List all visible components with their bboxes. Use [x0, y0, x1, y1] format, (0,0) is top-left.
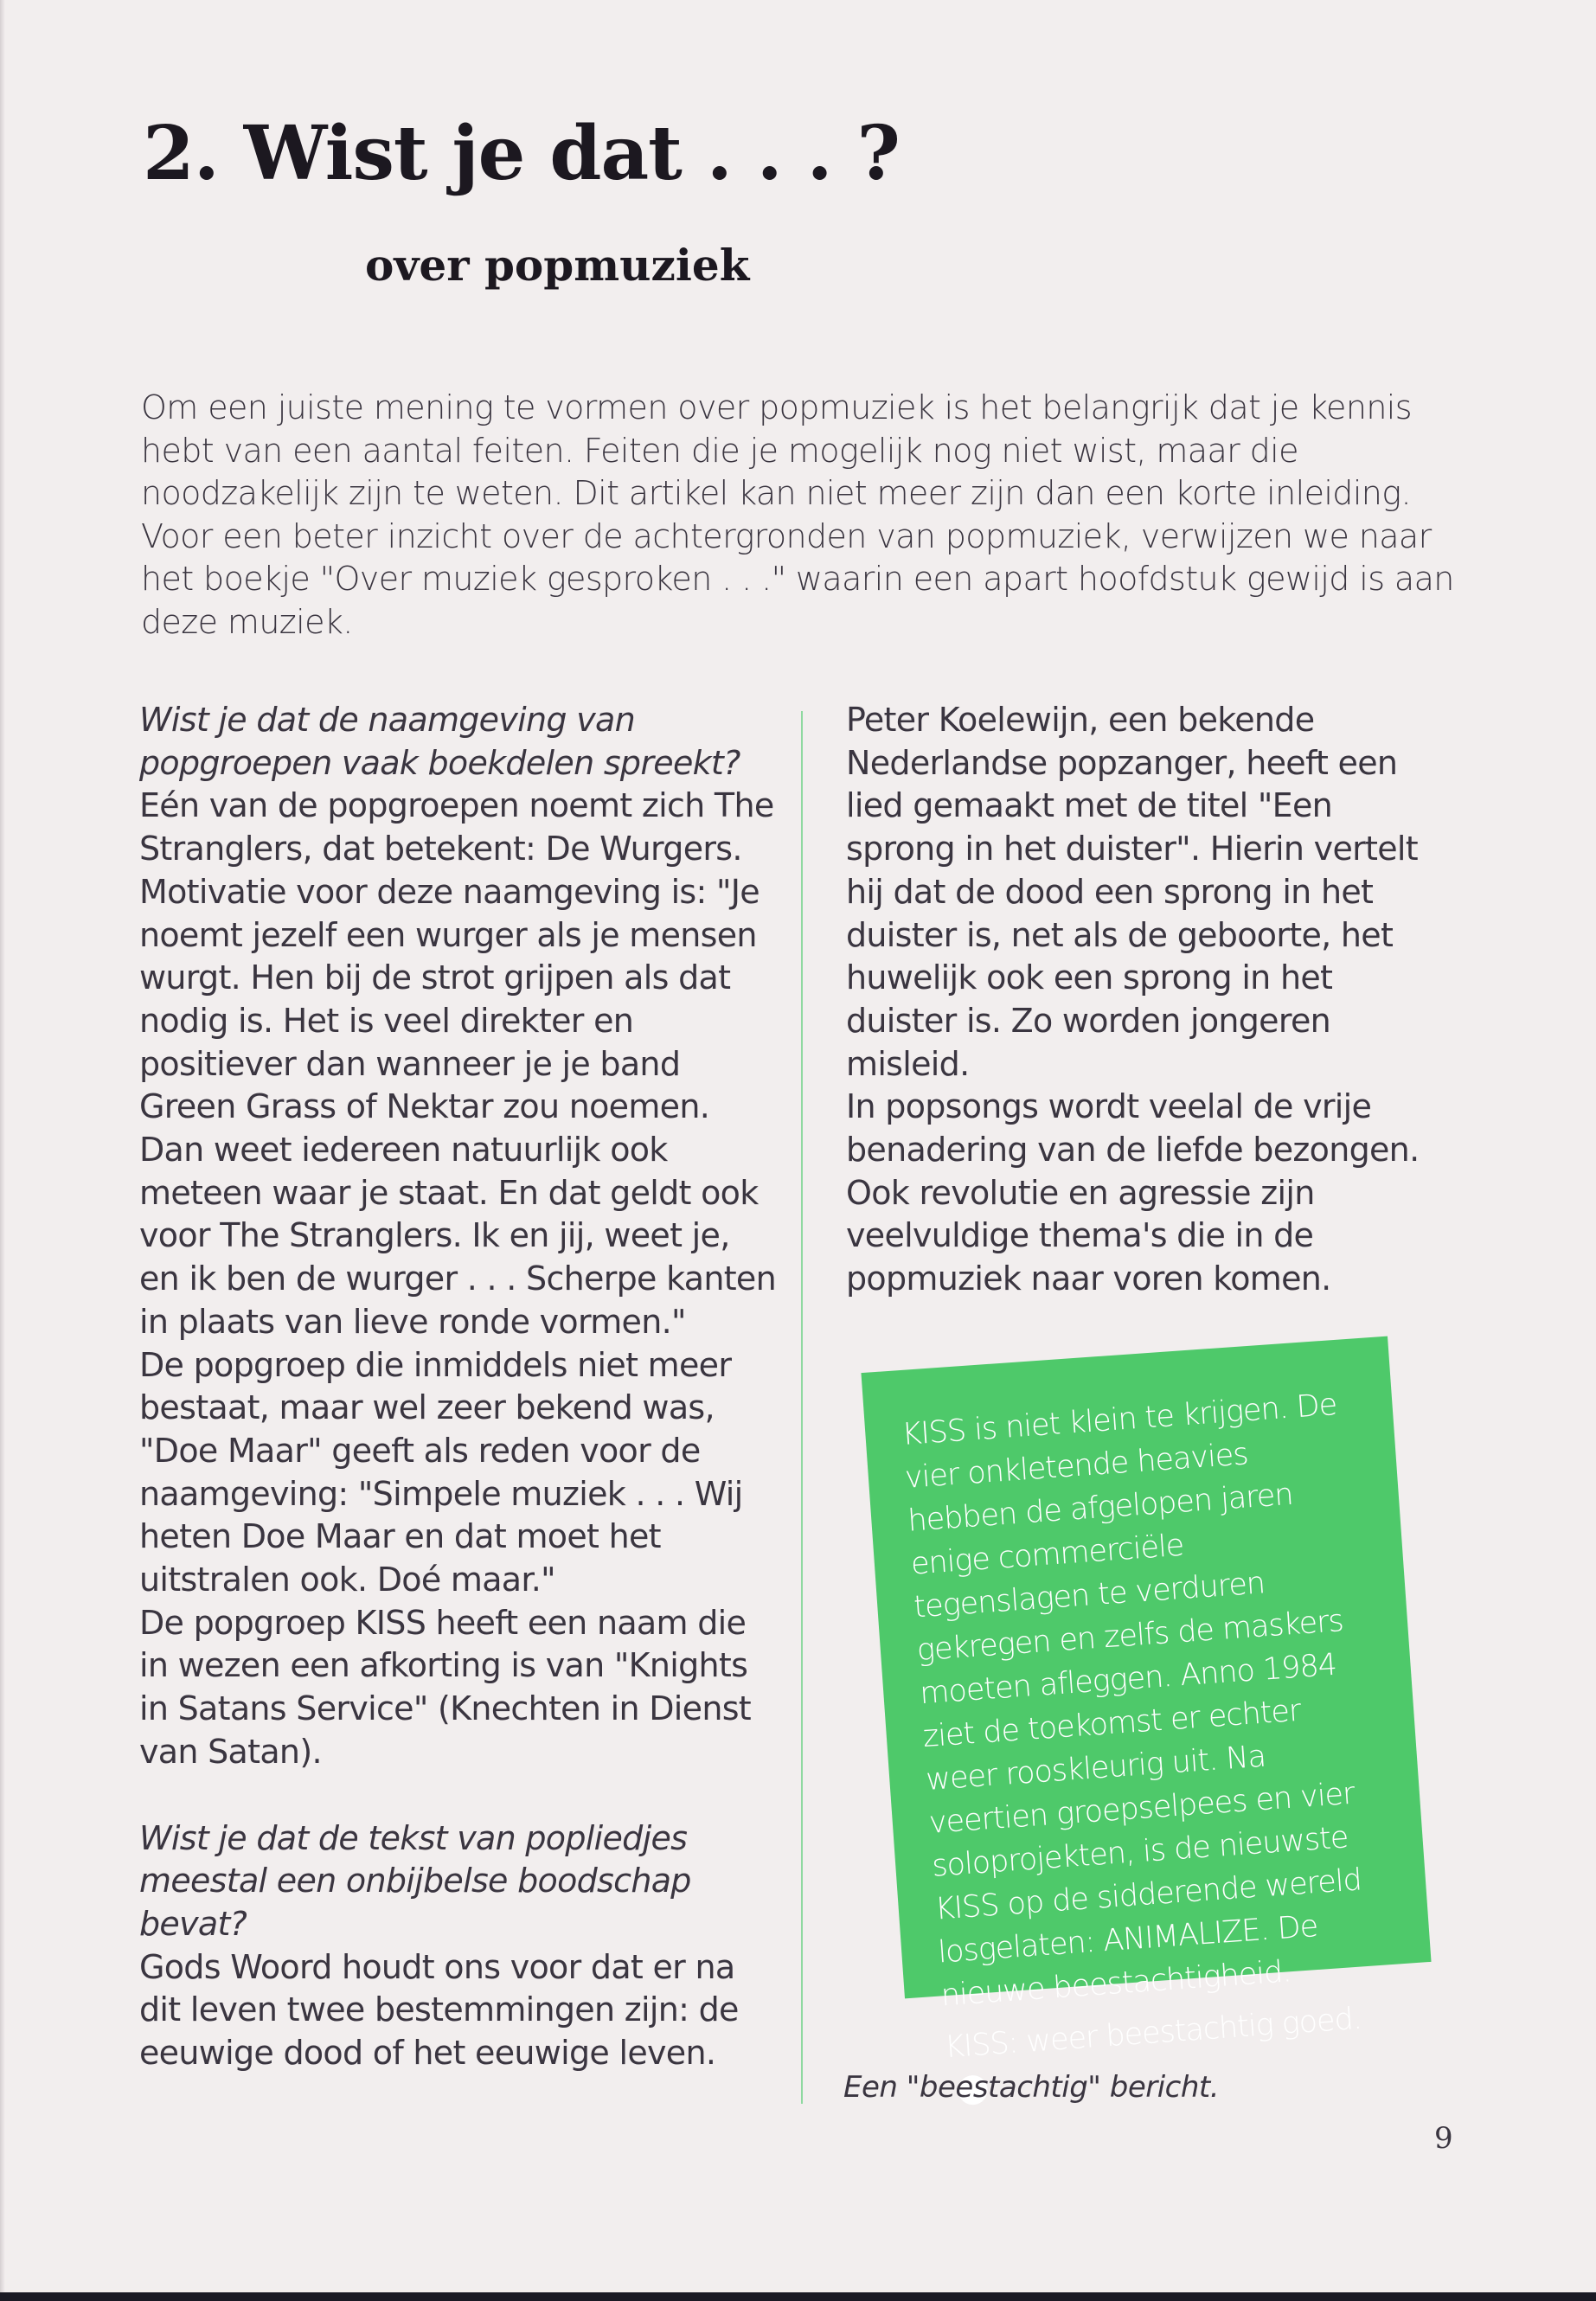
right-column — [846, 699, 1434, 1301]
gods-word-paragraph: Gods Woord houdt ons voor dat er na dit leven twee bestemmingen zijn: de eeuwige dood of het eeuwige leven. — [139, 1947, 739, 2073]
kiss-signoff-text: KISS: weer beestachtig goed. — [943, 2001, 1363, 2066]
page-bottom-edge — [0, 2292, 1596, 2301]
stranglers-paragraph: Eén van de popgroepen noemt zich The Stranglers, dat betekent: De Wurgers. Motivatie voor deze naamgeving is: "Je noemt jezelf een wurger als je mensen wurgt. Hen bij de strot grijpen als dat nodig is. Het is veel direkter en positiever dan wanneer je je band Green Grass of Nektar zou noemen. Dan weet iedereen natuurlijk ook meteen waar je staat. En dat geldt ook voor The Stranglers. Ik en jij, weet je, en ik ben de wurger . . . Scherpe kanten in plaats van lieve ronde vormen." — [139, 786, 776, 1341]
revolution-paragraph: Ook revolutie en agressie zijn veelvuldige thema's die in de popmuziek naar voren komen. — [846, 1173, 1331, 1298]
kiss-clipping — [861, 1336, 1431, 2066]
love-paragraph: In popsongs wordt veelal de vrije benadering van de liefde bezongen. — [846, 1087, 1420, 1170]
intro-paragraph: Om een juiste mening te vormen over popmuziek is het belangrijk dat je kennis hebt van een aantal feiten. Feiten die je mogelijk nog niet wist, maar die noodzakelijk zijn te weten. Dit artikel kan niet meer zijn dan een korte inleiding. Voor een beter inzicht over de achtergronden van popmuziek, verwijzen we naar het boekje "Over muziek gesproken . . ." waarin een apart hoofdstuk gewijd is aan deze muziek. — [141, 388, 1454, 641]
left-column — [139, 699, 779, 2075]
kiss-clipping-text: KISS is niet klein te krijgen. De vier onkletende heavies hebben de afgelopen jaren enige commerciële tegenslagen te verduren gekregen en zelfs de maskers moeten afleggen. Anno 1984 ziet de toekomst er echter weer rooskleurig uit. Na veertien groepselpees en vier soloprojekten, is de nieuwste KISS op de sidderende wereld losgelaten: ANIMALIZE. De nieuwe beestachtigheid. — [901, 1387, 1363, 2014]
clipping-caption: Een "beestachtig" bericht. — [843, 2070, 1220, 2105]
column-divider — [801, 711, 803, 2104]
page-number: 9 — [1434, 2121, 1453, 2156]
question-lyrics: Wist je dat de tekst van popliedjes meestal een onbijbelse boodschap bevat? — [139, 1818, 691, 1943]
page-subtitle: over popmuziek — [365, 240, 750, 291]
spacer — [139, 1774, 779, 1817]
question-naming: Wist je dat de naamgeving van popgroepen vaak boekdelen spreekt? — [139, 701, 740, 782]
page-shadow — [0, 0, 5, 2301]
koelewijn-paragraph: Peter Koelewijn, een bekende Nederlandse popzanger, heeft een lied gemaakt met de titel "Een sprong in het duister". Hierin vertelt hij dat de dood een sprong in het duister is, net als de geboorte, het huwelijk ook een sprong in het duister is. Zo worden jongeren misleid. — [846, 701, 1418, 1083]
doe-maar-paragraph: De popgroep die inmiddels niet meer bestaat, maar wel zeer bekend was, "Doe Maar" geeft als reden voor de naamgeving: "Simpele muziek . . . Wij heten Doe Maar en dat moet het uitstralen ook. Doé maar." — [139, 1345, 743, 1599]
kiss-paragraph: De popgroep KISS heeft een naam die in wezen een afkorting is van "Knights in Satans Service" (Knechten in Dienst van Satan). — [139, 1603, 751, 1771]
page-title: 2. Wist je dat . . . ? — [143, 110, 900, 197]
